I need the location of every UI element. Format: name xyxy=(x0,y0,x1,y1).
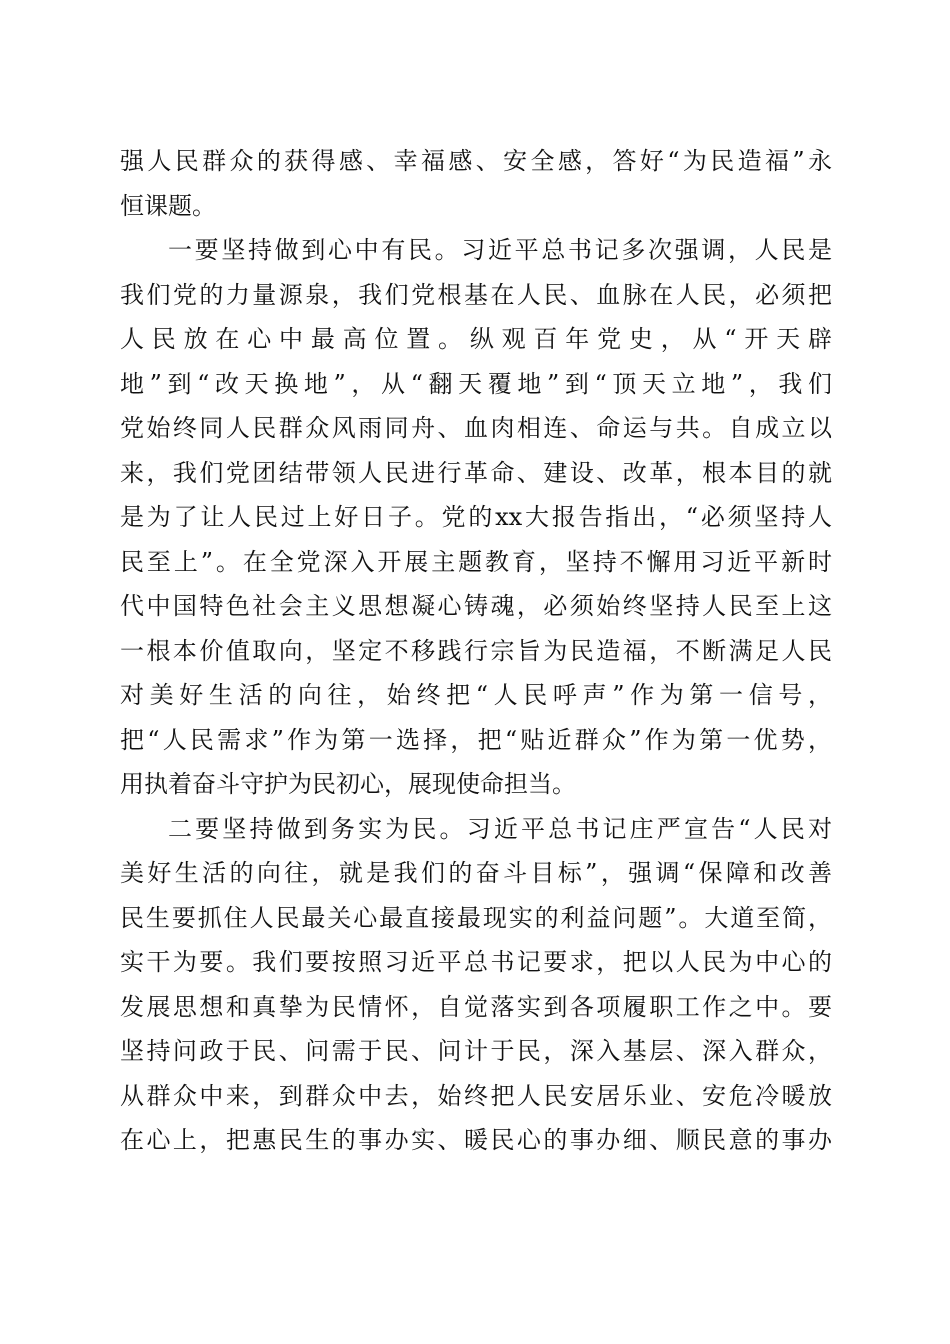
text-line: 来，我们党团结带领人民进行革命、建设、改革，根本目的就 xyxy=(120,458,832,487)
text-line: 从群众中来，到群众中去，始终把人民安居乐业、安危冷暖放 xyxy=(120,1081,832,1110)
text-line: 恒课题。 xyxy=(120,191,216,220)
text-line: 一根本价值取向，坚定不移践行宗旨为民造福，不断满足人民 xyxy=(120,636,832,665)
text-line: 人民放在心中最高位置。纵观百年党史，从“开天辟 xyxy=(120,325,832,353)
text-line: 一要坚持做到心中有民。习近平总书记多次强调，人民是 xyxy=(168,236,832,264)
text-line: 美好生活的向往，就是我们的奋斗目标”，强调“保障和改善 xyxy=(120,859,832,887)
text-line: 是为了让人民过上好日子。党的xx大报告指出，“必须坚持人 xyxy=(120,503,832,531)
text-line: 代中国特色社会主义思想凝心铸魂，必须始终坚持人民至上这 xyxy=(120,592,832,620)
text-line: 发展思想和真挚为民情怀，自觉落实到各项履职工作之中。要 xyxy=(120,992,832,1021)
text-line: 民生要抓住人民最关心最直接最现实的利益问题”。大道至简， xyxy=(120,903,832,932)
text-line: 我们党的力量源泉，我们党根基在人民、血脉在人民，必须把 xyxy=(120,280,832,309)
text-line: 民至上”。在全党深入开展主题教育，坚持不懈用习近平新时 xyxy=(120,547,832,576)
text-line: 强人民群众的获得感、幸福感、安全感，答好“为民造福”永 xyxy=(120,147,832,175)
text-line: 用执着奋斗守护为民初心，展现使命担当。 xyxy=(120,770,576,798)
text-line: 把“人民需求”作为第一选择，把“贴近群众”作为第一优势， xyxy=(120,725,832,754)
text-line: 实干为要。我们要按照习近平总书记要求，把以人民为中心的 xyxy=(120,948,832,976)
body-text xyxy=(120,139,832,1163)
text-line: 二要坚持做到务实为民。习近平总书记庄严宣告“人民对 xyxy=(168,814,832,843)
text-line: 对美好生活的向往，始终把“人民呼声”作为第一信号， xyxy=(120,681,832,709)
text-line: 在心上，把惠民生的事办实、暖民心的事办细、顺民意的事办 xyxy=(120,1126,832,1154)
text-line: 坚持问政于民、问需于民、问计于民，深入基层、深入群众， xyxy=(120,1037,832,1065)
text-line: 地”到“改天换地”，从“翻天覆地”到“顶天立地”，我们 xyxy=(120,369,832,398)
text-line: 党始终同人民群众风雨同舟、血肉相连、命运与共。自成立以 xyxy=(120,414,832,442)
